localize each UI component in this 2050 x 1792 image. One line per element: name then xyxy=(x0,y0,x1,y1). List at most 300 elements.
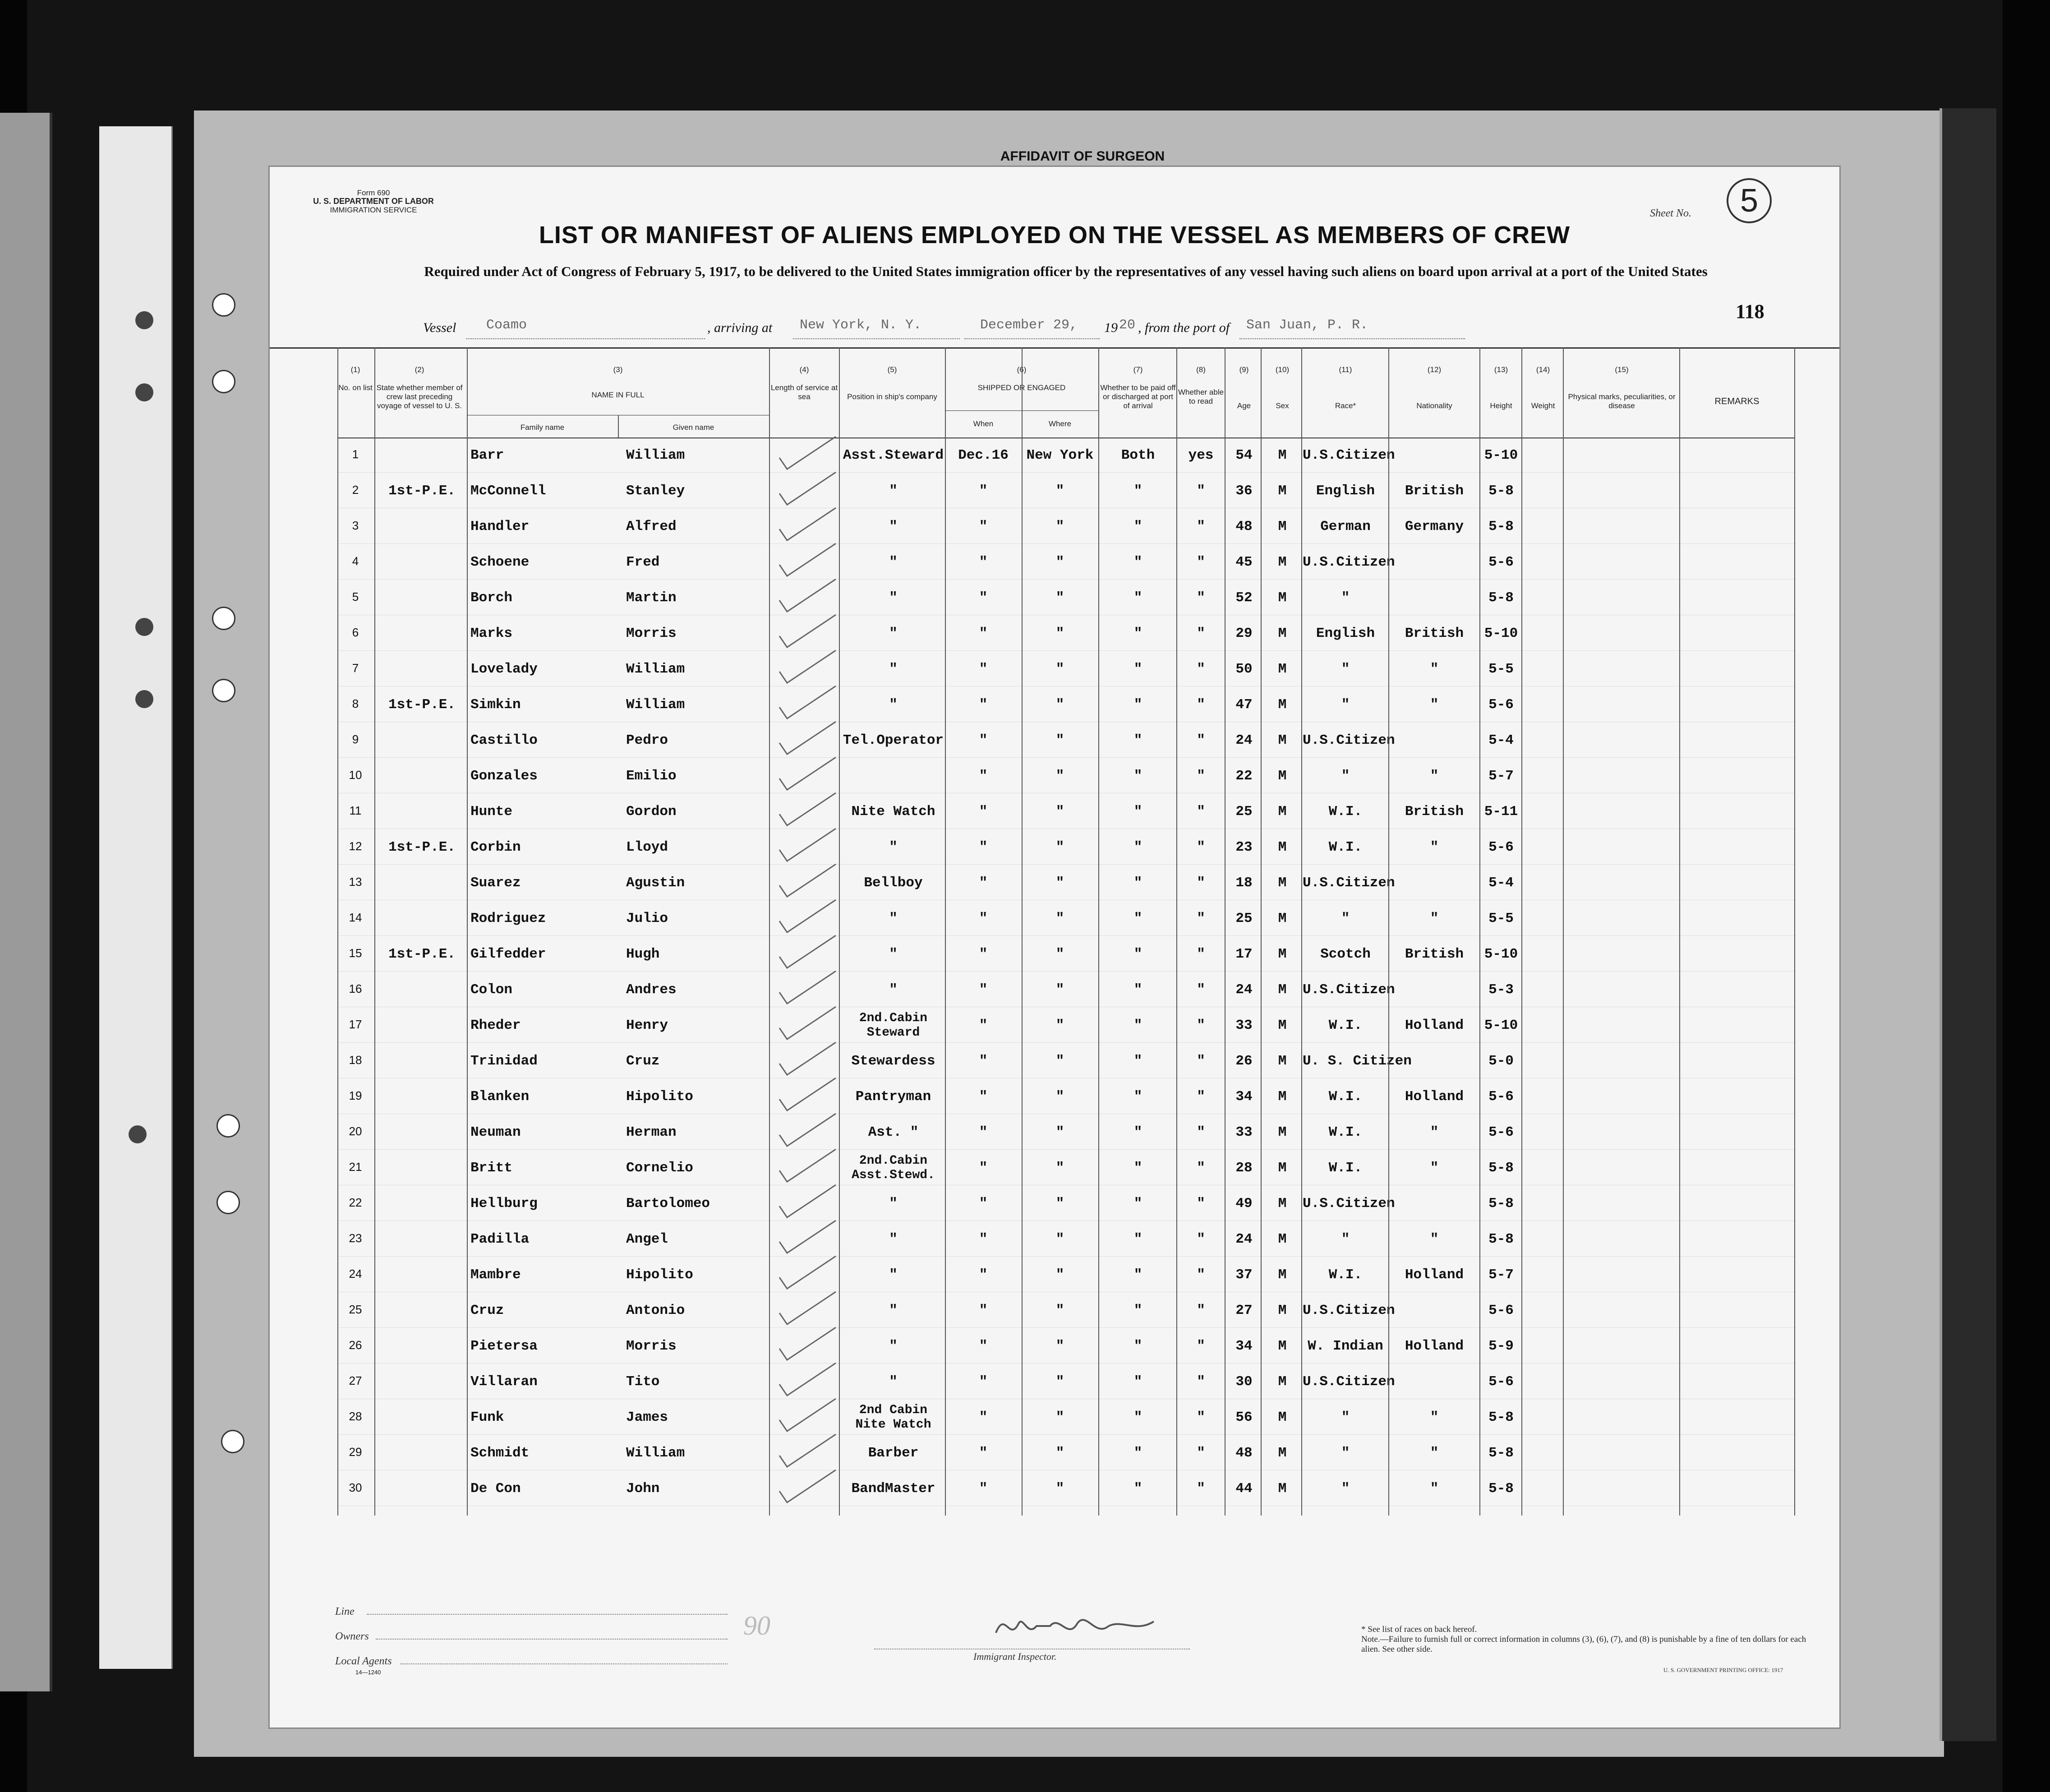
cell-given: John xyxy=(626,1481,660,1497)
table-row xyxy=(270,1293,1839,1328)
cell-where: " xyxy=(1055,1338,1064,1354)
cell-paid: " xyxy=(1133,946,1142,962)
cell-age: 50 xyxy=(1235,661,1253,677)
cell-height: 5-6 xyxy=(1488,1089,1514,1105)
shipped-when-header: When xyxy=(973,419,994,428)
cell-sex: M xyxy=(1278,1267,1287,1283)
cell-age: 27 xyxy=(1235,1303,1253,1318)
cell-given: Emilio xyxy=(626,768,677,784)
vessel-name: Coamo xyxy=(486,318,527,333)
table-row xyxy=(270,1400,1839,1435)
cell-sex: M xyxy=(1278,875,1287,891)
cell-race: " xyxy=(1341,1231,1350,1247)
cell-read: " xyxy=(1197,1231,1205,1247)
cell-sex: M xyxy=(1278,982,1287,998)
table-row xyxy=(270,865,1839,901)
cell-position: 2nd Cabin Nite Watch xyxy=(855,1403,931,1432)
table-row xyxy=(270,1186,1839,1221)
cell-read: " xyxy=(1197,1124,1205,1140)
arrival-underline xyxy=(793,338,960,339)
cell-age: 44 xyxy=(1235,1481,1253,1497)
table-row xyxy=(270,758,1839,794)
cell-read: " xyxy=(1197,911,1205,926)
check-mark-icon xyxy=(773,1431,845,1471)
cell-when: " xyxy=(979,1338,988,1354)
departure-port: San Juan, P. R. xyxy=(1246,318,1368,333)
cell-given: William xyxy=(626,447,685,463)
cell-read: " xyxy=(1197,804,1205,820)
column-rule xyxy=(1388,347,1389,1516)
cell-paid: " xyxy=(1133,697,1142,713)
punch-hole xyxy=(135,311,153,329)
cell-when: " xyxy=(979,875,988,891)
cell-prev: 1st-P.E. xyxy=(388,839,456,855)
cell-race: W.I. xyxy=(1328,1160,1363,1176)
cell-when: " xyxy=(979,1267,988,1283)
cell-position: " xyxy=(889,483,898,499)
cell-paid: " xyxy=(1133,1445,1142,1461)
cell-sex: M xyxy=(1278,1231,1287,1247)
cell-race: W.I. xyxy=(1328,1018,1363,1033)
row-rule xyxy=(337,1042,1794,1043)
col-10-header xyxy=(1262,365,1303,410)
arriving-label: , arriving at xyxy=(707,320,773,335)
cell-paid: " xyxy=(1133,1267,1142,1283)
check-mark-icon xyxy=(773,1359,845,1400)
check-mark-icon xyxy=(773,1253,845,1293)
table-row xyxy=(270,1257,1839,1293)
cell-prev: 1st-P.E. xyxy=(388,946,456,962)
check-mark-icon xyxy=(773,789,845,830)
cell-position: Nite Watch xyxy=(851,804,935,820)
given-name-header: Given name xyxy=(673,423,714,432)
col-label: Position in ship's company xyxy=(847,392,937,401)
cell-position: " xyxy=(889,519,898,534)
cell-read: " xyxy=(1197,1089,1205,1105)
voyage-line xyxy=(423,320,1790,341)
cell-paid: " xyxy=(1133,1231,1142,1247)
cell-where: New York xyxy=(1026,447,1094,463)
table-row xyxy=(270,829,1839,865)
cell-family: Schoene xyxy=(470,554,530,570)
cell-sex: M xyxy=(1278,697,1287,713)
page-subtitle: Required under Act of Congress of February 5, 1917, to be delivered to the United States immigration officer by the representatives of any vessel having such aliens on board upon arrival at a port of the United States xyxy=(424,263,1708,279)
cell-paid: " xyxy=(1133,626,1142,641)
cell-paid: " xyxy=(1133,483,1142,499)
cell-nationality: " xyxy=(1430,911,1439,926)
cell-race: U.S.Citizen xyxy=(1303,1374,1395,1390)
table-row xyxy=(270,1221,1839,1257)
col-15-header xyxy=(1564,365,1679,410)
column-rule xyxy=(1563,347,1564,1516)
cell-paid: " xyxy=(1133,1410,1142,1425)
cell-read: " xyxy=(1197,590,1205,606)
agents-code: 14—1240 xyxy=(355,1669,381,1676)
cell-when: " xyxy=(979,626,988,641)
cell-nationality: " xyxy=(1430,839,1439,855)
manifest-sheet xyxy=(270,167,1839,1728)
cell-age: 49 xyxy=(1235,1196,1253,1212)
cell-where: " xyxy=(1055,1160,1064,1176)
remarks-header: REMARKS xyxy=(1714,396,1760,406)
inspector-label: Immigrant Inspector. xyxy=(973,1651,1057,1662)
cell-height: 5-8 xyxy=(1488,1410,1514,1425)
check-mark-icon xyxy=(773,1288,845,1329)
cell-n: 7 xyxy=(352,661,359,675)
cell-height: 5-6 xyxy=(1488,554,1514,570)
agents-label: Local Agents xyxy=(335,1655,392,1667)
check-mark-icon xyxy=(773,1074,845,1115)
cell-age: 52 xyxy=(1235,590,1253,606)
column-rule xyxy=(839,347,840,1516)
cell-read: " xyxy=(1197,875,1205,891)
table-row xyxy=(270,1115,1839,1150)
cell-age: 23 xyxy=(1235,839,1253,855)
cell-n: 27 xyxy=(349,1374,362,1387)
cell-family: Padilla xyxy=(470,1231,530,1247)
cell-given: Andres xyxy=(626,982,677,998)
cell-when: " xyxy=(979,732,988,748)
cell-when: " xyxy=(979,1481,988,1497)
col-number: (11) xyxy=(1339,365,1352,374)
column-rule xyxy=(1679,347,1680,1516)
cell-given: Morris xyxy=(626,626,677,641)
cell-race: W.I. xyxy=(1328,1267,1363,1283)
check-mark-icon xyxy=(773,1466,845,1507)
sheet-number-label: Sheet No. xyxy=(1650,207,1691,219)
cell-n: 13 xyxy=(349,875,362,889)
table-row xyxy=(270,509,1839,544)
cell-paid: " xyxy=(1133,768,1142,784)
cell-age: 25 xyxy=(1235,911,1253,926)
cell-n: 18 xyxy=(349,1053,362,1067)
cell-height: 5-9 xyxy=(1488,1338,1514,1354)
cell-sex: M xyxy=(1278,768,1287,784)
cell-age: 29 xyxy=(1235,626,1253,641)
cell-sex: M xyxy=(1278,519,1287,534)
cell-paid: " xyxy=(1133,911,1142,926)
cell-paid: " xyxy=(1133,1303,1142,1318)
col-label: Sex xyxy=(1276,401,1289,410)
cell-given: Hipolito xyxy=(626,1267,693,1283)
cell-when: " xyxy=(979,946,988,962)
cell-race: U.S.Citizen xyxy=(1303,875,1395,891)
page-title: LIST OR MANIFEST OF ALIENS EMPLOYED ON THE VESSEL AS MEMBERS OF CREW xyxy=(539,221,1571,249)
cell-when: " xyxy=(979,1018,988,1033)
cell-height: 5-10 xyxy=(1484,626,1518,641)
cell-sex: M xyxy=(1278,661,1287,677)
cell-age: 36 xyxy=(1235,483,1253,499)
column-rule xyxy=(1022,347,1023,1516)
cell-n: 2 xyxy=(352,483,359,497)
cell-position: 2nd.Cabin Asst.Stewd. xyxy=(852,1154,935,1182)
cell-where: " xyxy=(1055,1124,1064,1140)
cell-prev: 1st-P.E. xyxy=(388,697,456,713)
col-label: Whether able to read xyxy=(1178,388,1224,405)
cell-position: 2nd.Cabin Steward xyxy=(859,1011,928,1040)
binder-strip xyxy=(0,113,52,1691)
cell-sex: M xyxy=(1278,1303,1287,1318)
cell-nationality: " xyxy=(1430,1481,1439,1497)
col-9-header xyxy=(1226,365,1262,410)
cell-read: " xyxy=(1197,1303,1205,1318)
table-row xyxy=(270,972,1839,1008)
cell-age: 56 xyxy=(1235,1410,1253,1425)
cell-when: " xyxy=(979,1089,988,1105)
cell-sex: M xyxy=(1278,1481,1287,1497)
cell-position: " xyxy=(889,554,898,570)
cell-nationality: " xyxy=(1430,697,1439,713)
cell-n: 19 xyxy=(349,1089,362,1102)
cell-height: 5-5 xyxy=(1488,911,1514,926)
cell-where: " xyxy=(1055,1053,1064,1069)
cell-n: 9 xyxy=(352,732,359,746)
col-number: (2) xyxy=(415,365,424,374)
cell-n: 21 xyxy=(349,1160,362,1174)
form-identifier xyxy=(306,189,441,214)
line-underline xyxy=(367,1614,728,1615)
punch-hole xyxy=(135,383,153,401)
cell-where: " xyxy=(1055,768,1064,784)
cell-where: " xyxy=(1055,804,1064,820)
row-rule xyxy=(337,1327,1794,1328)
cell-where: " xyxy=(1055,1018,1064,1033)
cell-position: Bellboy xyxy=(864,875,923,891)
check-mark-icon xyxy=(773,1324,845,1364)
col-number: (1) xyxy=(350,365,360,374)
col-label: Nationality xyxy=(1416,401,1452,410)
cell-given: Julio xyxy=(626,911,668,926)
col-label: Age xyxy=(1237,401,1251,410)
table-row xyxy=(270,723,1839,758)
cell-where: " xyxy=(1055,732,1064,748)
cell-paid: " xyxy=(1133,590,1142,606)
cell-family: Hellburg xyxy=(470,1196,538,1212)
check-mark-icon xyxy=(773,932,845,972)
cell-paid: " xyxy=(1133,661,1142,677)
cell-given: William xyxy=(626,1445,685,1461)
cell-paid: " xyxy=(1133,554,1142,570)
col-4-header xyxy=(770,365,838,401)
column-rule xyxy=(337,347,338,1516)
cell-race: U.S.Citizen xyxy=(1303,447,1395,463)
cell-where: " xyxy=(1055,626,1064,641)
table-row xyxy=(270,1150,1839,1186)
col-label: Race* xyxy=(1335,401,1356,410)
col-12-header xyxy=(1389,365,1479,410)
cell-nationality: Holland xyxy=(1405,1018,1464,1033)
owners-underline xyxy=(376,1639,728,1640)
cell-position: BandMaster xyxy=(851,1481,935,1497)
margin-note: 90 xyxy=(743,1611,770,1640)
cell-n: 15 xyxy=(349,946,362,960)
cell-position: " xyxy=(889,946,898,962)
col-number: (3) xyxy=(613,365,623,374)
table-row xyxy=(270,651,1839,687)
cell-when: " xyxy=(979,1160,988,1176)
cell-where: " xyxy=(1055,661,1064,677)
cell-where: " xyxy=(1055,911,1064,926)
col-label: SHIPPED OR ENGAGED xyxy=(977,383,1066,392)
sheet-number: 5 xyxy=(1727,178,1772,223)
cell-race: U.S.Citizen xyxy=(1303,1303,1395,1318)
table-row xyxy=(270,1008,1839,1043)
cell-given: William xyxy=(626,697,685,713)
check-mark-icon xyxy=(773,469,845,509)
cell-family: Borch xyxy=(470,590,513,606)
cell-race: U.S.Citizen xyxy=(1303,732,1395,748)
cell-where: " xyxy=(1055,1267,1064,1283)
cell-when: " xyxy=(979,804,988,820)
cell-given: Alfred xyxy=(626,519,677,534)
check-mark-icon xyxy=(773,611,845,652)
cell-height: 5-4 xyxy=(1488,875,1514,891)
cell-read: " xyxy=(1197,1053,1205,1069)
service-name: IMMIGRATION SERVICE xyxy=(330,206,417,214)
cell-age: 25 xyxy=(1235,804,1253,820)
cell-family: Neuman xyxy=(470,1124,521,1140)
cell-height: 5-6 xyxy=(1488,1124,1514,1140)
cell-position: Tel.Operator xyxy=(843,732,944,748)
cell-position: " xyxy=(889,1338,898,1354)
col-label: Height xyxy=(1490,401,1512,410)
cell-nationality: " xyxy=(1430,1124,1439,1140)
cell-given: Cruz xyxy=(626,1053,660,1069)
cell-age: 48 xyxy=(1235,1445,1253,1461)
cell-read: " xyxy=(1197,697,1205,713)
cell-height: 5-3 xyxy=(1488,982,1514,998)
cell-nationality: " xyxy=(1430,1160,1439,1176)
cell-race: U.S.Citizen xyxy=(1303,554,1395,570)
cell-race: W.I. xyxy=(1328,1089,1363,1105)
cell-position: " xyxy=(889,697,898,713)
cell-sex: M xyxy=(1278,1089,1287,1105)
cell-race: U.S.Citizen xyxy=(1303,1196,1395,1212)
cell-sex: M xyxy=(1278,626,1287,641)
cell-sex: M xyxy=(1278,804,1287,820)
cell-race: German xyxy=(1320,519,1371,534)
cell-when: " xyxy=(979,1445,988,1461)
cell-paid: " xyxy=(1133,1124,1142,1140)
row-rule xyxy=(337,650,1794,651)
cell-family: Rheder xyxy=(470,1018,521,1033)
crew-table xyxy=(270,347,1839,1565)
cell-position: Barber xyxy=(868,1445,919,1461)
cell-height: 5-10 xyxy=(1484,1018,1518,1033)
cell-n: 8 xyxy=(352,697,359,710)
cell-family: Castillo xyxy=(470,732,538,748)
col-number: (6) xyxy=(1017,365,1027,374)
cell-race: Scotch xyxy=(1320,946,1371,962)
cell-n: 17 xyxy=(349,1018,362,1031)
cell-when: " xyxy=(979,982,988,998)
check-mark-icon xyxy=(773,825,845,866)
cell-read: " xyxy=(1197,839,1205,855)
cell-read: " xyxy=(1197,1481,1205,1497)
table-row xyxy=(270,544,1839,580)
cell-when: " xyxy=(979,519,988,534)
cell-n: 4 xyxy=(352,554,359,568)
column-rule xyxy=(467,347,468,1516)
cell-position: " xyxy=(889,1303,898,1318)
subheader-rule xyxy=(618,415,619,438)
check-mark-icon xyxy=(773,1003,845,1044)
col-8-header xyxy=(1177,365,1225,406)
check-mark-icon xyxy=(773,1395,845,1436)
cell-given: William xyxy=(626,661,685,677)
cell-position: " xyxy=(889,590,898,606)
cell-race: W. Indian xyxy=(1308,1338,1383,1354)
year-prefix: 19 xyxy=(1104,320,1118,335)
printing-office-imprint: U. S. GOVERNMENT PRINTING OFFICE: 1917 xyxy=(1663,1667,1783,1673)
cell-family: Gonzales xyxy=(470,768,538,784)
cell-nationality: Holland xyxy=(1405,1089,1464,1105)
cell-height: 5-8 xyxy=(1488,1196,1514,1212)
cell-position: " xyxy=(889,982,898,998)
cell-when: " xyxy=(979,1374,988,1390)
cell-sex: M xyxy=(1278,1338,1287,1354)
cell-read: " xyxy=(1197,626,1205,641)
row-rule xyxy=(337,971,1794,972)
check-mark-icon xyxy=(773,433,845,474)
cell-family: Simkin xyxy=(470,697,521,713)
cell-nationality: British xyxy=(1405,626,1464,641)
cell-race: U.S.Citizen xyxy=(1303,982,1395,998)
cell-nationality: " xyxy=(1430,661,1439,677)
cell-where: " xyxy=(1055,1231,1064,1247)
cell-family: Blanken xyxy=(470,1089,530,1105)
cell-when: " xyxy=(979,1303,988,1318)
cell-nationality: Holland xyxy=(1405,1267,1464,1283)
col-5-header xyxy=(840,365,944,401)
cell-n: 3 xyxy=(352,519,359,532)
col-number: (9) xyxy=(1239,365,1249,374)
cell-height: 5-8 xyxy=(1488,590,1514,606)
cell-age: 34 xyxy=(1235,1338,1253,1354)
cell-position: Pantryman xyxy=(855,1089,931,1105)
cell-given: Antonio xyxy=(626,1303,685,1318)
table-row xyxy=(270,1043,1839,1079)
cell-age: 30 xyxy=(1235,1374,1253,1390)
cell-n: 6 xyxy=(352,626,359,639)
col-2-header xyxy=(374,365,465,410)
cell-when: " xyxy=(979,661,988,677)
cell-age: 24 xyxy=(1235,982,1253,998)
cell-nationality: " xyxy=(1430,1410,1439,1425)
cell-given: Fred xyxy=(626,554,660,570)
footnote xyxy=(1361,1625,1812,1654)
cell-family: Britt xyxy=(470,1160,513,1176)
cell-position: " xyxy=(889,911,898,926)
cell-family: Funk xyxy=(470,1410,504,1425)
agents-underline xyxy=(401,1663,728,1664)
cell-n: 29 xyxy=(349,1445,362,1459)
inspector-signature-icon xyxy=(991,1606,1172,1651)
cell-sex: M xyxy=(1278,1374,1287,1390)
cell-sex: M xyxy=(1278,1053,1287,1069)
cell-when: " xyxy=(979,911,988,926)
cell-position: " xyxy=(889,661,898,677)
col-number: (12) xyxy=(1427,365,1442,374)
col-3-header xyxy=(467,365,769,400)
cell-family: Trinidad xyxy=(470,1053,538,1069)
cell-where: " xyxy=(1055,697,1064,713)
row-rule xyxy=(337,579,1794,580)
cell-age: 26 xyxy=(1235,1053,1253,1069)
cell-n: 14 xyxy=(349,911,362,924)
cell-position: " xyxy=(889,1374,898,1390)
cell-family: Barr xyxy=(470,447,504,463)
